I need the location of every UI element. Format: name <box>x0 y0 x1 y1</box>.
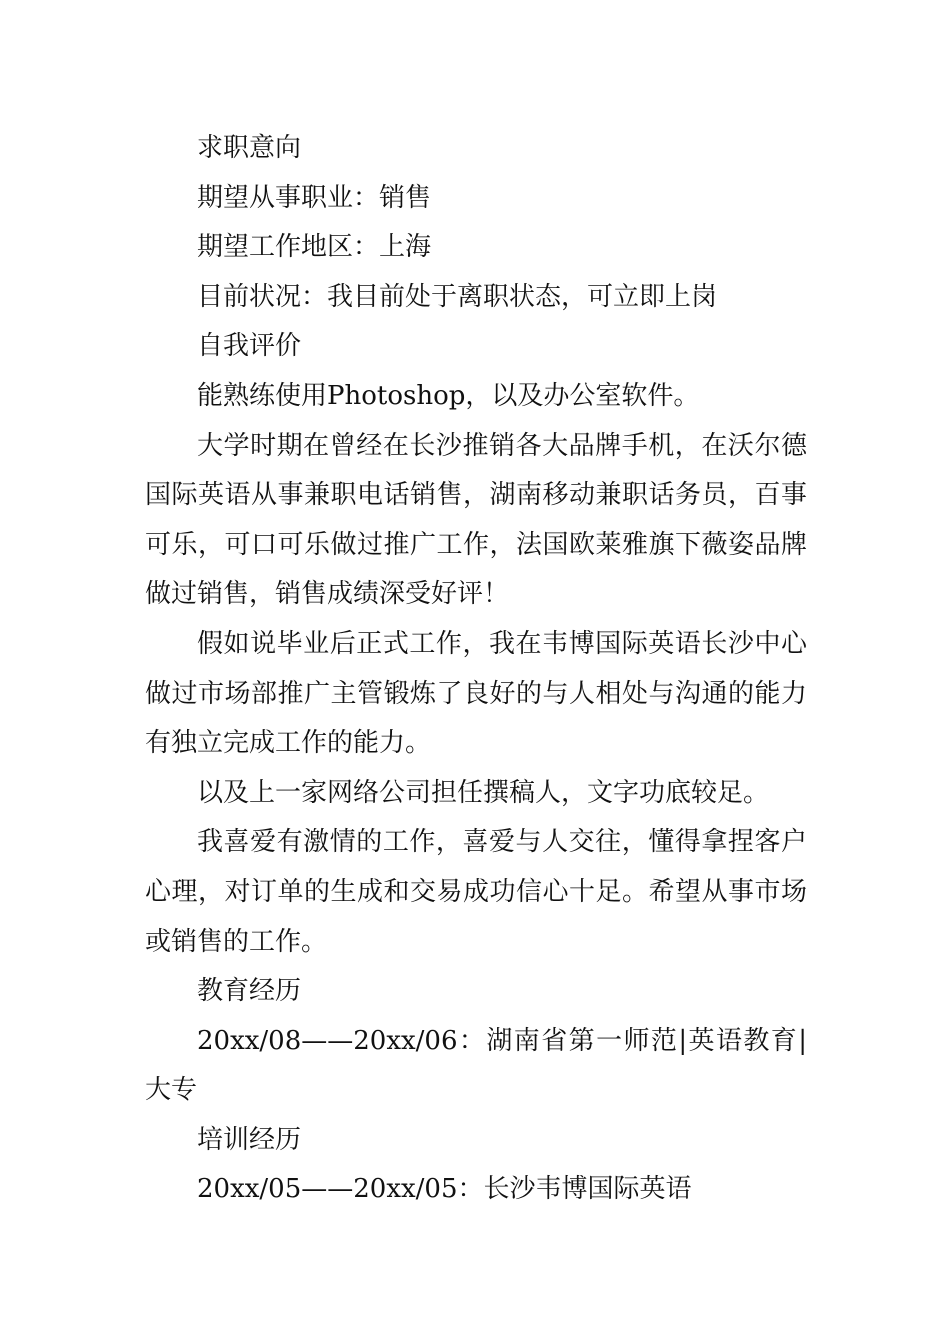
section-heading-job-intention: 求职意向 <box>197 133 302 163</box>
skills-paragraph: 能熟练使用Photoshop，以及办公室软件。 <box>197 380 700 411</box>
university-experience-paragraph: 大学时期在曾经在长沙推销各大品牌手机，在沃尔德国际英语从事兼职电话销售，湖南移动兼职话务员，百事可乐，可口可乐做过推广工作，法国欧莱雅旗下薇姿品牌做过销售，销售成绩深受好评！ <box>145 430 807 610</box>
education-entry: 20xx/08——20xx/06：湖南省第一师范|英语教育|大专 <box>145 1025 807 1106</box>
section-heading-self-evaluation: 自我评价 <box>197 331 302 362</box>
writer-experience-paragraph: 以及上一家网络公司担任撰稿人，文字功底较足。 <box>197 777 770 808</box>
work-experience-paragraph: 假如说毕业后正式工作，我在韦博国际英语长沙中心做过市场部推广主管锻炼了良好的与人相处与沟通的能力有独立完成工作的能力。 <box>145 628 807 759</box>
training-entry: 20xx/05——20xx/05：长沙韦博国际英语 <box>197 1174 692 1205</box>
section-heading-training: 培训经历 <box>197 1124 302 1155</box>
current-status: 目前状况：我目前处于离职状态，可立即上岗 <box>197 281 718 312</box>
desired-occupation: 期望从事职业：销售 <box>197 182 432 213</box>
personality-paragraph: 我喜爱有激情的工作，喜爱与人交往，懂得拿捏客户心理，对订单的生成和交易成功信心十足。希望从事市场或销售的工作。 <box>145 827 807 957</box>
document-body <box>145 124 807 1215</box>
desired-location: 期望工作地区：上海 <box>197 232 432 263</box>
section-heading-education: 教育经历 <box>197 976 302 1007</box>
